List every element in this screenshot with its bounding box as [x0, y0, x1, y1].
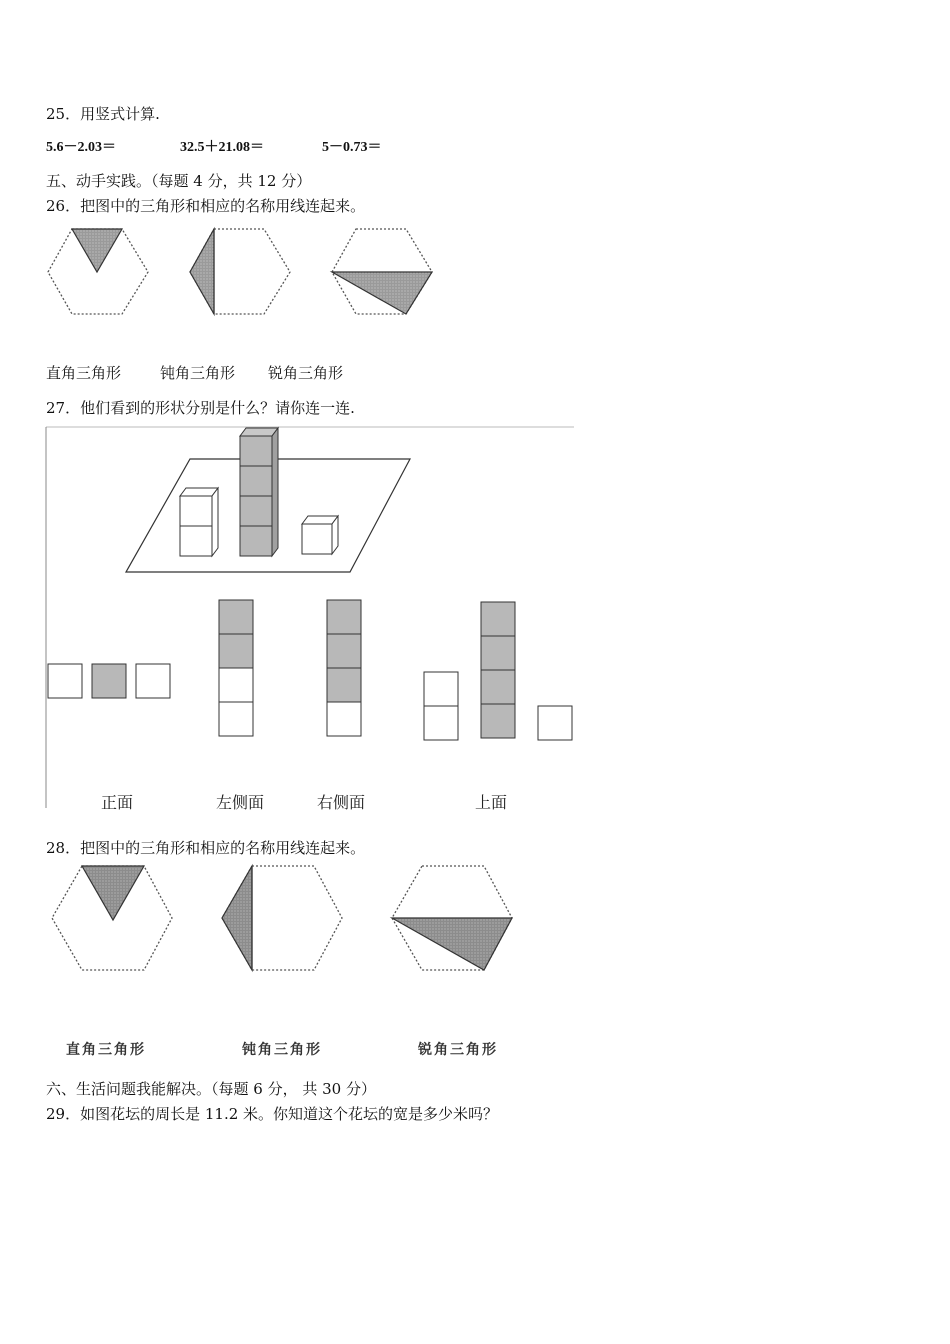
- view-right-shape: [327, 600, 361, 736]
- q26-name-obtuse-triangle: 钝角三角形: [160, 364, 236, 382]
- view-label-front: 正面: [101, 793, 134, 812]
- q29-title: 29．如图花坛的周长是 11.2 米。你知道这个花坛的宽是多少米吗？: [46, 1105, 499, 1123]
- q26-hexagon-figures: [44, 224, 444, 320]
- view-top-shape: [424, 602, 572, 740]
- q26-hexagon-2: [190, 229, 290, 314]
- q28-name-right-triangle: 直角三角形: [66, 1042, 146, 1058]
- q26-name-right-triangle: 直角三角形: [46, 364, 122, 382]
- q27-title: 27．他们看到的形状分别是什么？请你连一连.: [46, 399, 355, 417]
- q28-hexagon-1: [52, 866, 172, 970]
- q25-calc-2: 32.5＋21.08＝: [180, 140, 264, 155]
- q28-hexagon-3: [392, 866, 512, 970]
- view-label-left: 左侧面: [216, 793, 265, 812]
- cube-stack-left: [180, 488, 218, 556]
- q28-name-obtuse-triangle: 钝角三角形: [242, 1042, 322, 1058]
- view-label-top: 上面: [475, 793, 508, 812]
- q25-calc-1: 5.6－2.03＝: [46, 140, 116, 155]
- view-left-shape: [219, 600, 253, 736]
- q26-title: 26．把图中的三角形和相应的名称用线连起来。: [46, 197, 366, 215]
- view-front-shape: [48, 664, 170, 698]
- q28-name-acute-triangle: 锐角三角形: [418, 1042, 498, 1058]
- view-label-right: 右侧面: [317, 793, 366, 812]
- q26-hexagon-3: [332, 229, 432, 314]
- section-6-title: 六、生活问题我能解决。（每题 6 分， 共 30 分）: [46, 1080, 376, 1098]
- q28-hexagon-2: [222, 866, 342, 970]
- q25-calc-3: 5－0.73＝: [322, 140, 382, 155]
- cube-single-right: [302, 516, 338, 554]
- q26-name-acute-triangle: 锐角三角形: [268, 364, 344, 382]
- q28-hexagon-figures: [48, 862, 518, 978]
- q25-title: 25．用竖式计算.: [46, 105, 160, 123]
- q26-hexagon-1: [48, 229, 148, 314]
- q28-title: 28．把图中的三角形和相应的名称用线连起来。: [46, 839, 366, 857]
- cube-stack-middle: [240, 428, 278, 556]
- section-5-title: 五、动手实践。（每题 4 分，共 12 分）: [46, 172, 312, 190]
- q27-view-figure: [44, 424, 576, 810]
